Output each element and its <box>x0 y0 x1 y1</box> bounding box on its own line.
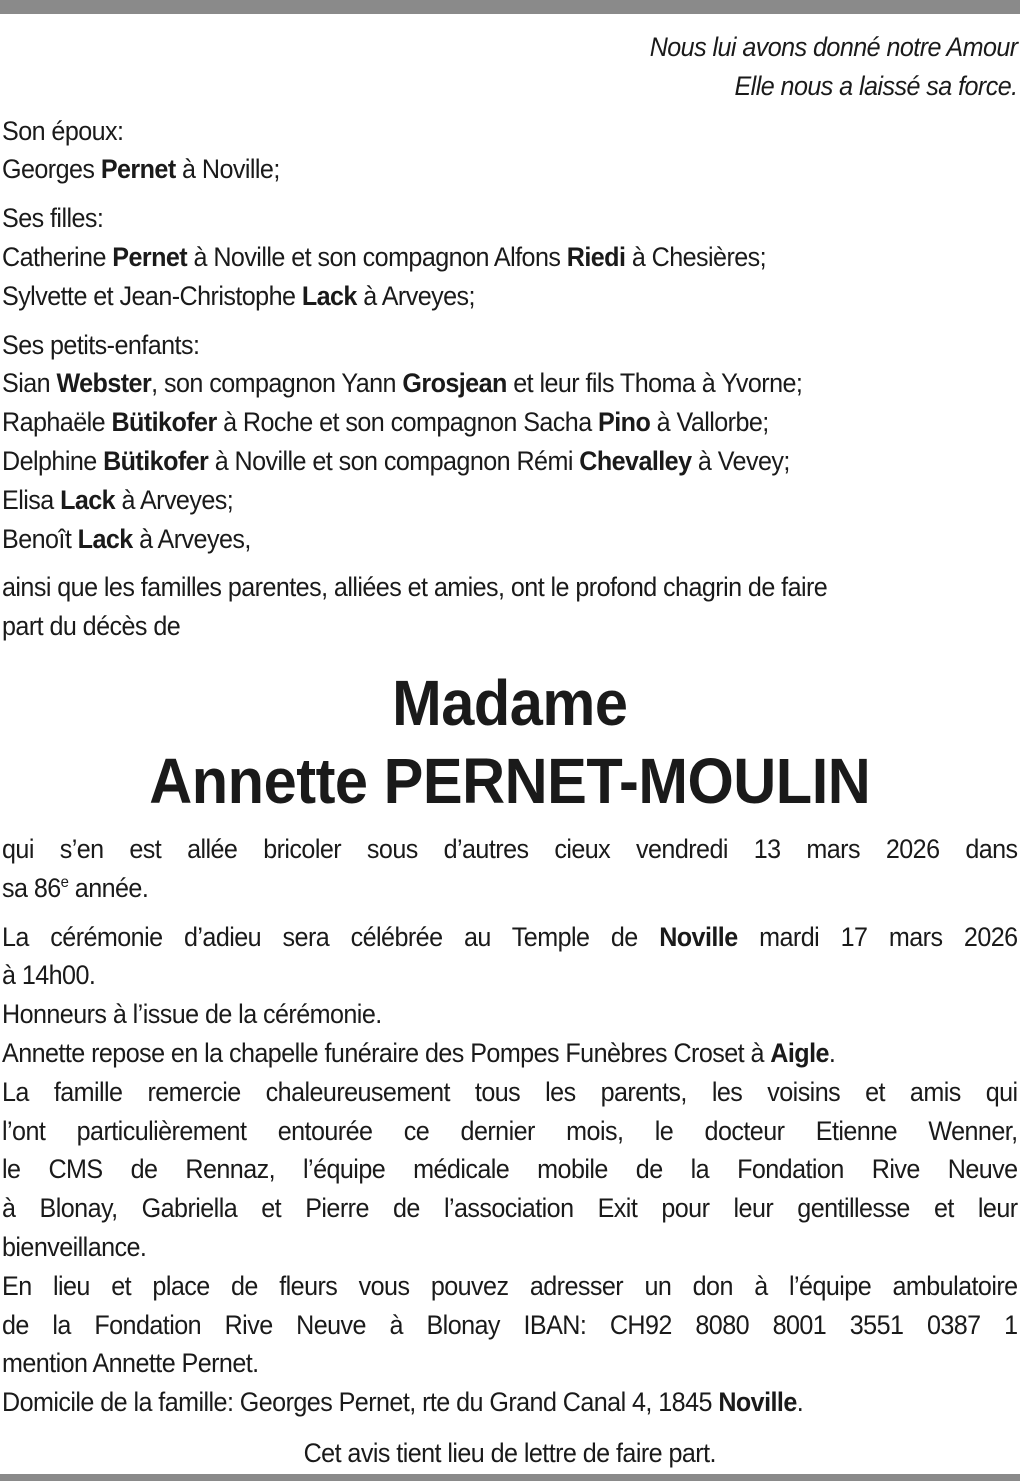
first-name: Benoît <box>2 523 72 554</box>
chapel-place: Aigle <box>770 1037 829 1068</box>
daughters-heading: Ses filles: <box>2 203 104 234</box>
spouse-location: à Noville; <box>182 154 280 185</box>
punctuation: . <box>828 1037 836 1068</box>
daughter-entry-1 <box>2 238 1018 277</box>
chapel-text: Annette repose en la chapelle funéraire des Pompes Funèbres Croset à <box>2 1037 764 1068</box>
entry-location: à Arveyes; <box>121 484 234 515</box>
bottom-border-rule <box>0 1474 1020 1481</box>
first-name: Elisa <box>2 484 54 515</box>
grandchildren-heading: Ses petits-enfants: <box>2 329 200 360</box>
footer-note-text: Cet avis tient lieu de lettre de faire part. <box>303 1437 716 1468</box>
grandchildren-section <box>2 326 1018 559</box>
entry-location: à Chesières; <box>631 241 767 272</box>
domicile-line <box>2 1383 1018 1422</box>
domicile-place: Noville <box>718 1387 797 1418</box>
quote-line-2: Elle nous a laissé sa force. <box>734 70 1018 101</box>
donation-line-1: En lieu et place de fleurs vous pouvez adresser un don à l’équipe ambulatoire <box>2 1270 1018 1301</box>
spouse-heading: Son époux: <box>2 115 124 146</box>
spouse-last-name: Pernet <box>100 154 176 185</box>
passing-line-1: qui s’en est allée bricoler sous d’autres cieux vendredi 13 mars 2026 dans <box>2 833 1018 864</box>
entry-location: à Vevey; <box>697 445 790 476</box>
partner-last-name: Riedi <box>566 241 626 272</box>
ceremony-line-3: Honneurs à l’issue de la cérémonie. <box>2 999 382 1030</box>
age-text: sa 86 <box>2 872 61 903</box>
grandchild-entry-5 <box>2 520 1018 559</box>
ordinal-suffix: e <box>60 873 69 891</box>
partner-last-name: Grosjean <box>402 368 507 399</box>
thanks-line-3: le CMS de Rennaz, l’équipe médicale mobile de la Fondation Rive Neuve <box>2 1154 1018 1185</box>
entry-location: à Arveyes; <box>363 280 475 311</box>
passing-paragraph <box>2 830 1018 908</box>
ceremony-paragraph <box>2 918 1018 1422</box>
entry-text: à Roche et son compagnon Sacha <box>223 407 592 438</box>
entry-text: à Noville et son compagnon Rémi <box>214 445 573 476</box>
grandchild-entry-3 <box>2 442 1018 481</box>
spouse-first-name: Georges <box>2 154 95 185</box>
first-name: Raphaële <box>2 407 106 438</box>
first-name: Catherine <box>2 241 106 272</box>
first-name: Sylvette et Jean-Christophe <box>2 280 296 311</box>
spouse-section <box>2 112 1018 190</box>
last-name: Pernet <box>112 241 188 272</box>
announcement-paragraph <box>2 568 1018 646</box>
deceased-title: Madame <box>392 666 628 739</box>
first-name: Delphine <box>2 445 97 476</box>
epigraph-quote <box>2 28 1018 106</box>
last-name: Bütikofer <box>103 445 209 476</box>
ceremony-text: La cérémonie d’adieu sera célébrée au Temple de <box>2 921 638 952</box>
top-border-rule <box>0 0 1020 14</box>
obituary-notice <box>2 28 1018 1473</box>
ceremony-date: mardi 17 mars 2026 <box>759 921 1018 952</box>
deceased-name: Annette PERNET-MOULIN <box>149 744 871 817</box>
partner-last-name: Chevalley <box>579 445 692 476</box>
announcement-line-2: part du décès de <box>2 611 181 642</box>
entry-location: à Vallorbe; <box>656 407 769 438</box>
spouse-entry <box>2 150 1018 189</box>
entry-location: et leur fils Thoma à Yvorne; <box>513 368 803 399</box>
deceased-name-heading <box>2 664 1018 820</box>
daughter-entry-2 <box>2 277 1018 316</box>
grandchild-entry-2 <box>2 403 1018 442</box>
entry-location: à Arveyes, <box>139 523 251 554</box>
footer-note <box>2 1434 1018 1473</box>
thanks-line-5: bienveillance. <box>2 1231 147 1262</box>
donation-line-3: mention Annette Pernet. <box>2 1348 259 1379</box>
thanks-line-4: à Blonay, Gabriella et Pierre de l’association Exit pour leur gentillesse et leur <box>2 1193 1018 1224</box>
entry-text: , son compagnon Yann <box>151 368 396 399</box>
daughters-section <box>2 199 1018 315</box>
ceremony-line-4 <box>2 1034 1018 1073</box>
last-name: Lack <box>301 280 357 311</box>
age-suffix-text: année. <box>74 872 149 903</box>
last-name: Lack <box>60 484 116 515</box>
entry-text: à Noville et son compagnon Alfons <box>193 241 561 272</box>
quote-line-1: Nous lui avons donné notre Amour <box>649 32 1018 62</box>
passing-line-2 <box>2 869 1018 908</box>
domicile-text: Domicile de la famille: Georges Pernet, rte du Grand Canal 4, 1845 <box>2 1387 712 1418</box>
last-name: Bütikofer <box>111 407 217 438</box>
partner-last-name: Pino <box>598 407 651 438</box>
announcement-line-1: ainsi que les familles parentes, alliées et amies, ont le profond chagrin de faire <box>2 572 828 603</box>
grandchild-entry-4 <box>2 481 1018 520</box>
thanks-line-2: l’ont particulièrement entourée ce dernier mois, le docteur Etienne Wenner, <box>2 1115 1018 1146</box>
donation-line-2: de la Fondation Rive Neuve à Blonay IBAN: CH92 8080 8001 3551 0387 1 <box>2 1309 1018 1340</box>
punctuation: . <box>796 1387 804 1418</box>
ceremony-line-1 <box>2 918 1018 957</box>
last-name: Lack <box>77 523 133 554</box>
first-name: Sian <box>2 368 51 399</box>
thanks-line-1: La famille remercie chaleureusement tous les parents, les voisins et amis qui <box>2 1076 1018 1107</box>
ceremony-line-2: à 14h00. <box>2 960 96 991</box>
ceremony-place: Noville <box>659 921 738 952</box>
last-name: Webster <box>56 368 152 399</box>
grandchild-entry-1 <box>2 364 1018 403</box>
